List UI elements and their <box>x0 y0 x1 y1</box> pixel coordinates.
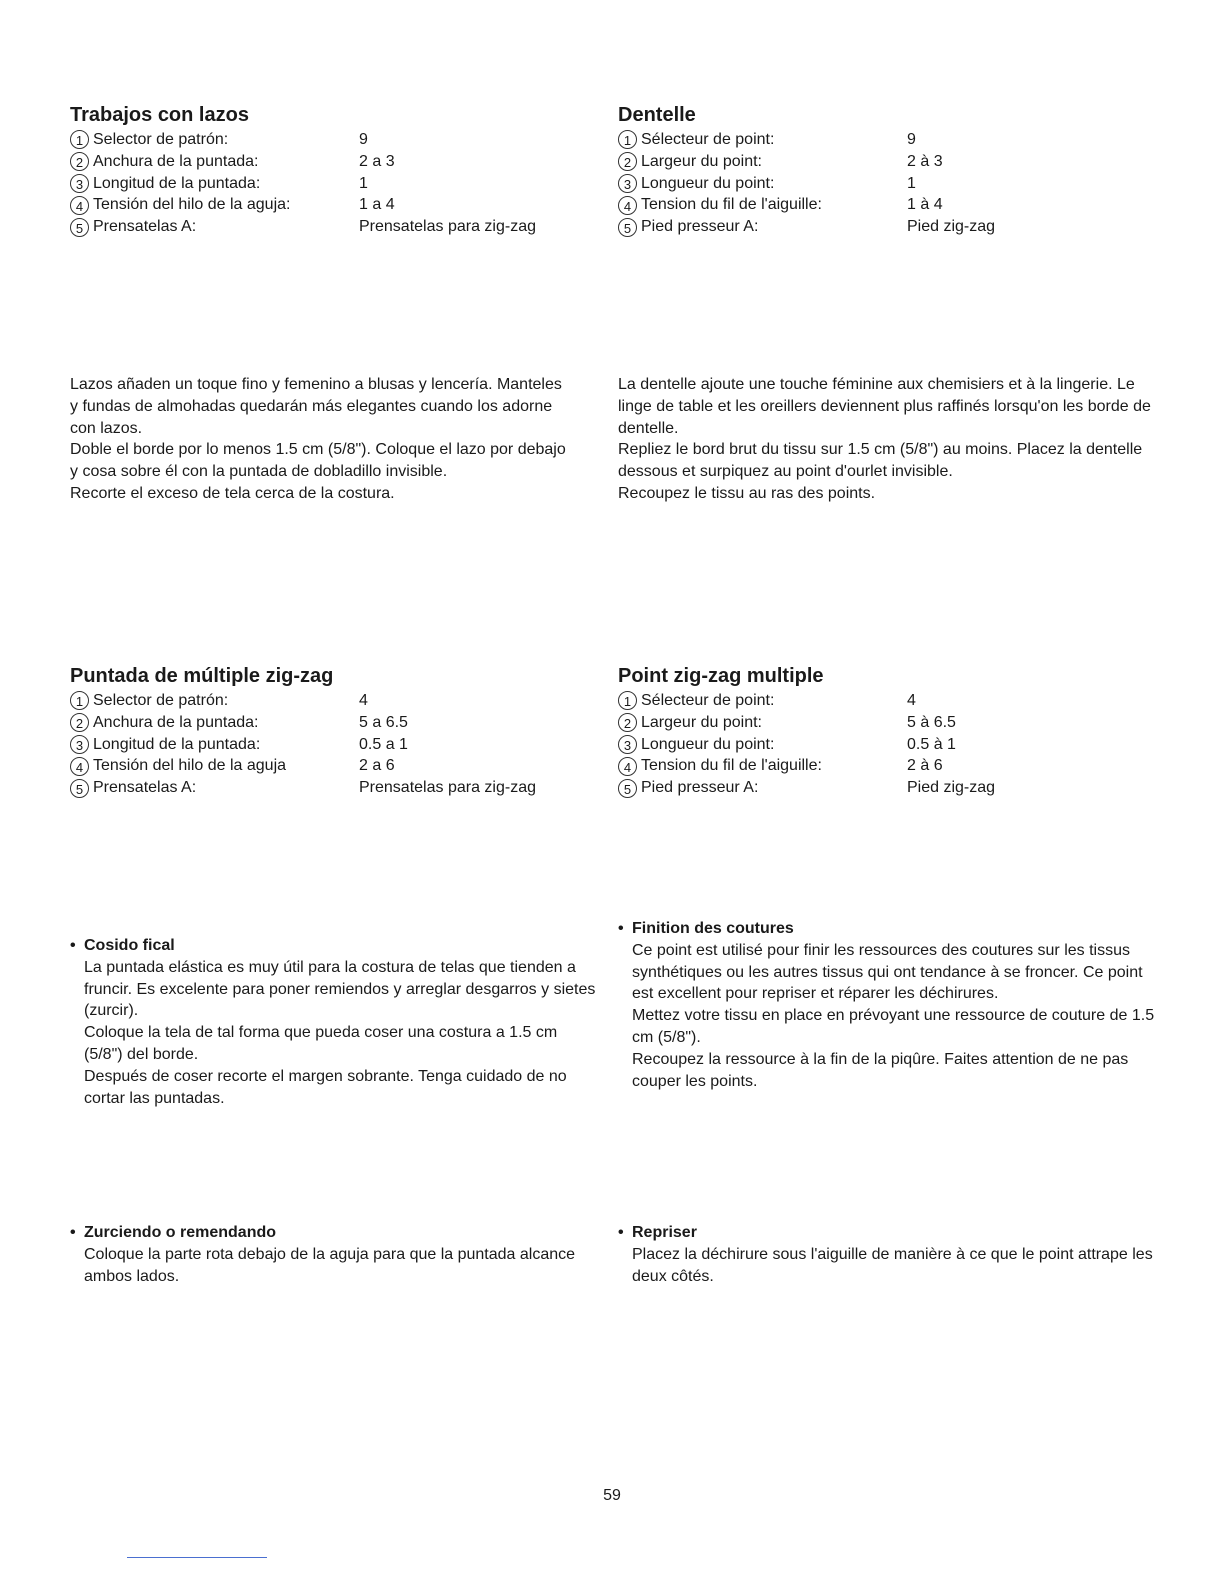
number-circle-icon: 5 <box>618 779 637 798</box>
setting-row <box>70 151 610 173</box>
setting-row <box>618 129 1158 151</box>
section-title: Dentelle <box>618 104 696 126</box>
setting-label: Prensatelas A: <box>93 779 197 797</box>
section-fr-lace <box>618 103 1158 238</box>
section-fr-multizigzag <box>618 664 1158 799</box>
setting-row <box>70 777 610 799</box>
settings-list <box>70 690 610 799</box>
bullet-es-overedge <box>70 935 600 1109</box>
paragraph: Recorte el exceso de tela cerca de la costura. <box>70 484 395 502</box>
setting-label: Tension du fil de l'aiguille: <box>641 196 822 214</box>
setting-row <box>618 734 1158 756</box>
number-circle-icon: 2 <box>618 152 637 171</box>
section-fr-lace-text <box>618 374 1158 505</box>
number-circle-icon: 1 <box>618 691 637 710</box>
paragraph: Coloque la tela de tal forma que pueda coser una costura a 1.5 cm (5/8") del borde. <box>84 1024 558 1063</box>
setting-label: Largeur du point: <box>641 152 762 170</box>
setting-value: Prensatelas para zig-zag <box>359 779 536 797</box>
setting-row <box>70 173 610 195</box>
setting-value: 2 a 6 <box>359 757 395 775</box>
number-circle-icon: 4 <box>618 757 637 776</box>
setting-value: 9 <box>907 131 916 148</box>
setting-row <box>618 690 1158 712</box>
setting-row <box>618 755 1158 777</box>
setting-label: Prensatelas A: <box>93 218 197 236</box>
setting-value: Pied zig-zag <box>907 779 996 797</box>
setting-row <box>618 173 1158 195</box>
paragraph: Recoupez le tissu au ras des points. <box>618 484 876 502</box>
paragraph: Mettez votre tissu en place en prévoyant une ressource de couture de 1.5 cm (5/8"). <box>632 1007 1155 1046</box>
bullet-fr-darning <box>618 1222 1158 1287</box>
number-circle-icon: 5 <box>70 218 89 237</box>
setting-row <box>70 194 610 216</box>
number-circle-icon: 3 <box>70 735 89 754</box>
bullet-title: • Repriser <box>618 1222 1158 1244</box>
paragraph: Doble el borde por lo menos 1.5 cm (5/8"). Coloque el lazo por debajo y cosa sobre él con la puntada de dobladillo invisible. <box>70 441 566 481</box>
section-title: Puntada de múltiple zig-zag <box>70 665 334 687</box>
setting-value: 4 <box>359 692 368 709</box>
setting-label: Selector de patrón: <box>93 692 229 709</box>
bullet-title: • Cosido fical <box>70 935 600 957</box>
setting-value: 1 <box>907 174 916 192</box>
setting-value: 1 <box>359 174 368 192</box>
paragraph: Repliez le bord brut du tissu sur 1.5 cm (5/8") au moins. Placez la dentelle dessous et surpiquez au point d'ourlet invisible. <box>618 441 1143 481</box>
setting-row <box>70 216 610 238</box>
setting-value: 4 <box>907 692 916 709</box>
section-title: Trabajos con lazos <box>70 104 249 126</box>
setting-value: 5 a 6.5 <box>359 713 408 731</box>
paragraph: Placez la déchirure sous l'aiguille de manière à ce que le point attrape les deux côtés. <box>632 1245 1153 1285</box>
footer-rule <box>127 1557 267 1558</box>
setting-label: Longitud de la puntada: <box>93 735 261 753</box>
bullet-es-darning <box>70 1222 600 1287</box>
setting-value: 2 à 6 <box>907 757 943 775</box>
setting-row <box>618 194 1158 216</box>
setting-row <box>70 712 610 734</box>
setting-value: Prensatelas para zig-zag <box>359 218 536 236</box>
setting-row <box>70 755 610 777</box>
setting-row <box>70 734 610 756</box>
setting-row <box>618 777 1158 799</box>
number-circle-icon: 4 <box>70 757 89 776</box>
paragraph: Después de coser recorte el margen sobrante. Tenga cuidado de no cortar las puntadas. <box>84 1067 567 1107</box>
number-circle-icon: 3 <box>70 174 89 193</box>
setting-row <box>618 151 1158 173</box>
settings-list <box>70 129 610 238</box>
setting-value: 0.5 a 1 <box>359 735 408 753</box>
section-es-multizigzag <box>70 664 610 799</box>
setting-value: 1 à 4 <box>907 196 943 214</box>
number-circle-icon: 1 <box>70 691 89 710</box>
setting-label: Largeur du point: <box>641 713 762 731</box>
setting-value: 1 a 4 <box>359 196 395 214</box>
setting-value: 9 <box>359 131 368 148</box>
settings-list <box>618 690 1158 799</box>
setting-row <box>618 216 1158 238</box>
setting-value: 2 a 3 <box>359 152 395 170</box>
setting-row <box>70 690 610 712</box>
setting-label: Tensión del hilo de la aguja <box>93 757 287 775</box>
number-circle-icon: 1 <box>70 130 89 149</box>
setting-label: Sélecteur de point: <box>641 131 775 148</box>
setting-label: Sélecteur de point: <box>641 692 775 709</box>
setting-value: Pied zig-zag <box>907 218 996 236</box>
setting-label: Longitud de la puntada: <box>93 174 261 192</box>
paragraph: Ce point est utilisé pour finir les ressources des coutures sur les tissus synthétiques ou les autres tissus qui ont tendance à se froncer. Ce point est excellent pour repriser et réparer les déchirures. <box>632 941 1143 1003</box>
number-circle-icon: 2 <box>70 713 89 732</box>
setting-label: Pied presseur A: <box>641 218 759 236</box>
setting-label: Tensión del hilo de la aguja: <box>93 196 291 214</box>
bullet-title: • Zurciendo o remendando <box>70 1222 600 1244</box>
paragraph: Lazos añaden un toque fino y femenino a blusas y lencería. Manteles y fundas de almohadas quedarán más elegantes cuando los adorne con lazos. <box>70 376 562 437</box>
number-circle-icon: 5 <box>70 779 89 798</box>
number-circle-icon: 3 <box>618 735 637 754</box>
setting-row <box>70 129 610 151</box>
setting-label: Pied presseur A: <box>641 779 759 797</box>
number-circle-icon: 2 <box>618 713 637 732</box>
setting-label: Longueur du point: <box>641 174 775 192</box>
section-es-lace <box>70 103 610 238</box>
section-title: Point zig-zag multiple <box>618 665 824 687</box>
setting-label: Selector de patrón: <box>93 131 229 148</box>
settings-list <box>618 129 1158 238</box>
setting-row <box>618 712 1158 734</box>
setting-value: 0.5 à 1 <box>907 735 956 753</box>
number-circle-icon: 4 <box>618 196 637 215</box>
setting-value: 2 à 3 <box>907 152 943 170</box>
number-circle-icon: 1 <box>618 130 637 149</box>
bullet-title: • Finition des coutures <box>618 918 1158 940</box>
paragraph: Recoupez la ressource à la fin de la piqûre. Faites attention de ne pas couper les points. <box>632 1050 1129 1090</box>
setting-label: Longueur du point: <box>641 735 775 753</box>
section-es-lace-text <box>70 374 570 505</box>
page-number: 59 <box>603 1487 621 1504</box>
setting-label: Anchura de la puntada: <box>93 713 259 731</box>
setting-label: Tension du fil de l'aiguille: <box>641 757 822 775</box>
paragraph: La dentelle ajoute une touche féminine aux chemisiers et à la lingerie. Le linge de table et les oreillers deviennent plus raffinés lorsqu'on les borde de dentelle. <box>618 376 1151 437</box>
paragraph: Coloque la parte rota debajo de la aguja para que la puntada alcance ambos lados. <box>84 1245 576 1285</box>
setting-label: Anchura de la puntada: <box>93 152 259 170</box>
bullet-fr-overedge <box>618 918 1158 1092</box>
number-circle-icon: 2 <box>70 152 89 171</box>
number-circle-icon: 5 <box>618 218 637 237</box>
paragraph: La puntada elástica es muy útil para la costura de telas que tienden a fruncir. Es excelente para poner remiendos y arreglar desgarros y sietes (zurcir). <box>84 958 596 1020</box>
setting-value: 5 à 6.5 <box>907 713 956 731</box>
number-circle-icon: 3 <box>618 174 637 193</box>
number-circle-icon: 4 <box>70 196 89 215</box>
